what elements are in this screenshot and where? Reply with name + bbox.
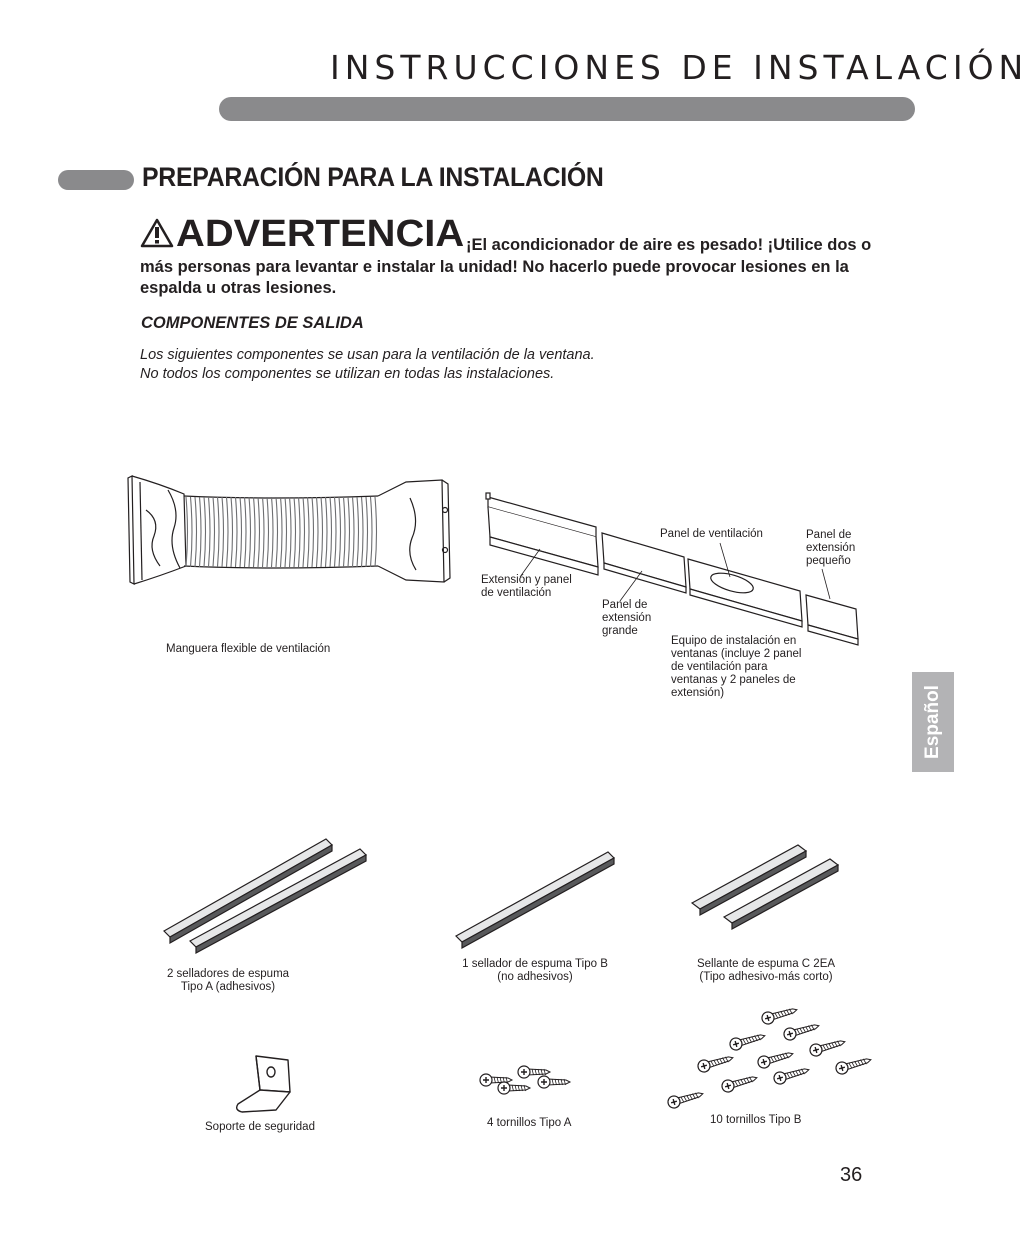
screws-b-illustration (664, 1000, 874, 1112)
seal-b-line-1: 1 sellador de espuma Tipo B (462, 958, 608, 970)
seal-c-caption (676, 958, 856, 984)
seal-c-line-1: Sellante de espuma C 2EA (696, 958, 836, 970)
small-ext-line-1: Panel de (806, 529, 852, 541)
intro-line-2: No todos los componentes se utilizan en todas las instalaciones. (140, 366, 555, 382)
large-ext-caption (602, 599, 651, 638)
window-kit-caption (671, 635, 801, 700)
page-number: 36 (840, 1164, 863, 1186)
screws-b-caption: 10 tornillos Tipo B (710, 1114, 802, 1126)
hose-caption: Manguera flexible de ventilación (166, 643, 331, 655)
ext-vent-line-1: Extensión y panel (481, 574, 572, 586)
foam-seal-a-illustration (160, 835, 370, 945)
small-ext-line-3: pequeño (806, 555, 851, 567)
vent-panel-caption: Panel de ventilación (660, 528, 763, 540)
warning-word: ADVERTENCIA (176, 213, 465, 255)
large-ext-line-2: extensión (602, 612, 652, 624)
small-ext-line-2: extensión (806, 542, 856, 554)
screws-a-caption: 4 tornillos Tipo A (487, 1117, 572, 1129)
kit-line-2: ventanas (incluye 2 panel (671, 648, 802, 660)
components-intro (140, 346, 595, 384)
seal-c-line-2: (Tipo adhesivo-más corto) (699, 971, 833, 983)
intro-line-1: Los siguientes componentes se usan para la ventilación de la ventana. (140, 347, 595, 363)
language-tab (912, 672, 954, 772)
ext-vent-caption (481, 574, 572, 600)
kit-line-4: ventanas y 2 paneles de (671, 674, 796, 686)
flexible-hose-illustration (120, 470, 460, 590)
screws-a-illustration (476, 1060, 576, 1100)
header-bar (219, 97, 915, 121)
bracket-caption: Soporte de seguridad (205, 1121, 315, 1133)
warning-text: ¡El acondicionador de aire es pesado! ¡Utilice dos o más personas para levantar e instalar la unidad! No hacerlo puede provocar lesiones en la espalda u otras lesiones. (140, 236, 872, 297)
section-marker (58, 170, 134, 190)
foam-seal-c-illustration (690, 843, 845, 928)
foam-seal-b-illustration (452, 848, 622, 948)
window-panels-illustration (470, 485, 870, 655)
kit-line-1: Equipo de instalación en (671, 635, 797, 647)
seal-a-line-2: Tipo A (adhesivos) (180, 981, 276, 993)
components-heading: COMPONENTES DE SALIDA (141, 314, 364, 332)
seal-b-line-2: (no adhesivos) (497, 971, 573, 983)
large-ext-line-1: Panel de (602, 599, 648, 611)
kit-line-5: extensión) (671, 687, 725, 699)
kit-line-3: de ventilación para (671, 661, 768, 673)
large-ext-line-3: grande (602, 625, 638, 637)
seal-a-line-1: 2 selladores de espuma (166, 968, 290, 980)
seal-b-caption (445, 958, 625, 984)
language-tab-label: Español (922, 685, 943, 759)
seal-a-caption (146, 968, 310, 994)
ext-vent-line-2: de ventilación (481, 587, 552, 599)
page-header-title: INSTRUCCIONES DE INSTALACIÓN (330, 48, 1028, 87)
safety-bracket-illustration (232, 1050, 296, 1118)
small-ext-caption (806, 529, 855, 568)
section-title: PREPARACIÓN PARA LA INSTALACIÓN (142, 162, 604, 192)
